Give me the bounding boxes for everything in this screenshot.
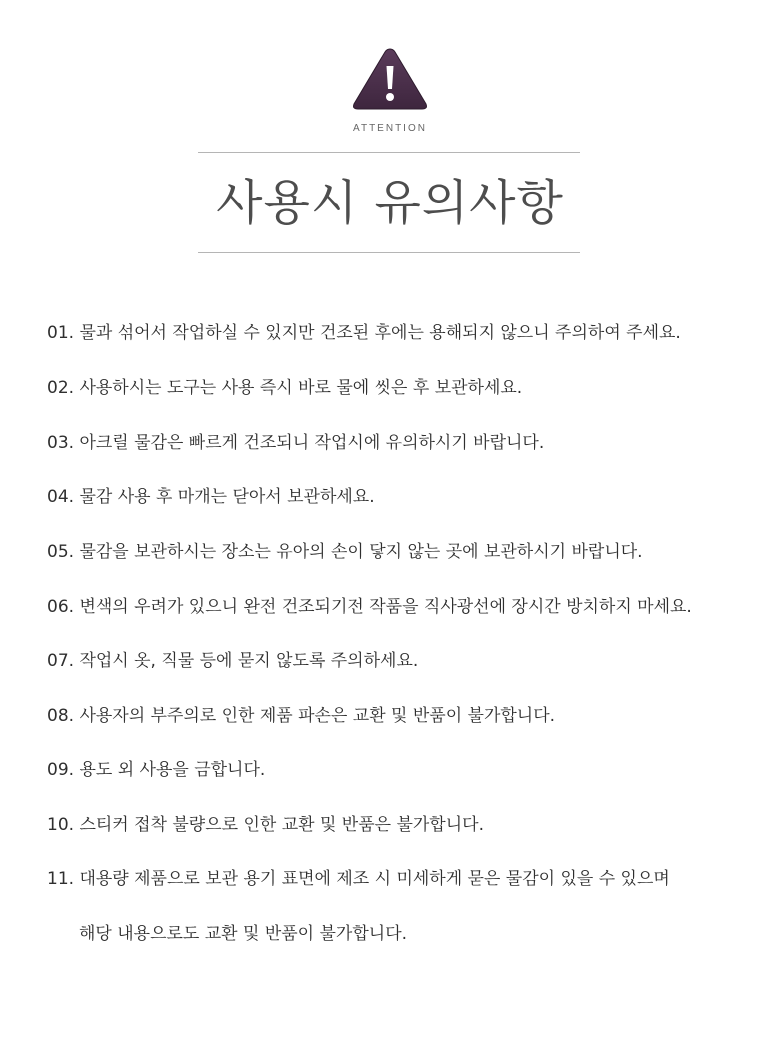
notice-number: 02. bbox=[47, 378, 75, 398]
page-title: 사용시 유의사항 bbox=[216, 175, 564, 231]
notice-item-01 bbox=[47, 315, 767, 351]
notice-item-04 bbox=[47, 479, 767, 515]
notice-item-10 bbox=[47, 807, 767, 843]
attention-label: ATTENTION bbox=[353, 123, 427, 134]
notice-text: 사용하시는 도구는 사용 즉시 바로 물에 씻은 후 보관하세요. bbox=[79, 378, 523, 398]
notice-item-06 bbox=[47, 589, 767, 625]
notice-number: 09. bbox=[47, 760, 75, 780]
notice-text: 용도 외 사용을 금합니다. bbox=[79, 760, 266, 780]
notice-number: 05. bbox=[47, 542, 75, 562]
notice-item-05 bbox=[47, 534, 767, 570]
notice-text: 물감 사용 후 마개는 닫아서 보관하세요. bbox=[79, 487, 375, 507]
notice-number: 08. bbox=[47, 706, 75, 726]
notice-number: 04. bbox=[47, 487, 75, 507]
notice-text: 아크릴 물감은 빠르게 건조되니 작업시에 유의하시기 바랍니다. bbox=[79, 433, 545, 453]
notice-number: 11. bbox=[47, 869, 75, 889]
title-divider-top bbox=[198, 152, 580, 153]
notice-number: 07. bbox=[47, 651, 75, 671]
notice-text: 물과 섞어서 작업하실 수 있지만 건조된 후에는 용해되지 않으니 주의하여 주세요. bbox=[79, 323, 681, 343]
notice-number: 03. bbox=[47, 433, 75, 453]
notice-text: 대용량 제품으로 보관 용기 표면에 제조 시 미세하게 묻은 물감이 있을 수 있으며 bbox=[79, 869, 670, 889]
notice-number: 01. bbox=[47, 323, 75, 343]
notice-item-07 bbox=[47, 643, 767, 679]
notice-text: 사용자의 부주의로 인한 제품 파손은 교환 및 반품이 불가합니다. bbox=[79, 706, 556, 726]
title-divider-bottom bbox=[198, 252, 580, 253]
notice-item-02 bbox=[47, 370, 767, 406]
notice-number: 06. bbox=[47, 597, 75, 617]
notice-text: 스티커 접착 불량으로 인한 교환 및 반품은 불가합니다. bbox=[79, 815, 484, 835]
warning-triangle-icon bbox=[351, 46, 429, 112]
notice-item-03 bbox=[47, 425, 767, 461]
notice-text: 변색의 우려가 있으니 완전 건조되기전 작품을 직사광선에 장시간 방치하지 마세요. bbox=[79, 597, 692, 617]
notice-item-08 bbox=[47, 698, 767, 734]
notice-text: 작업시 옷, 직물 등에 묻지 않도록 주의하세요. bbox=[79, 651, 419, 671]
notice-number: 10. bbox=[47, 815, 75, 835]
notice-item-11 bbox=[47, 861, 767, 897]
notice-item-11-continuation: 해당 내용으로도 교환 및 반품이 불가합니다. bbox=[79, 924, 408, 944]
notice-item-09 bbox=[47, 752, 767, 788]
notice-text: 물감을 보관하시는 장소는 유아의 손이 닿지 않는 곳에 보관하시기 바랍니다. bbox=[79, 542, 643, 562]
